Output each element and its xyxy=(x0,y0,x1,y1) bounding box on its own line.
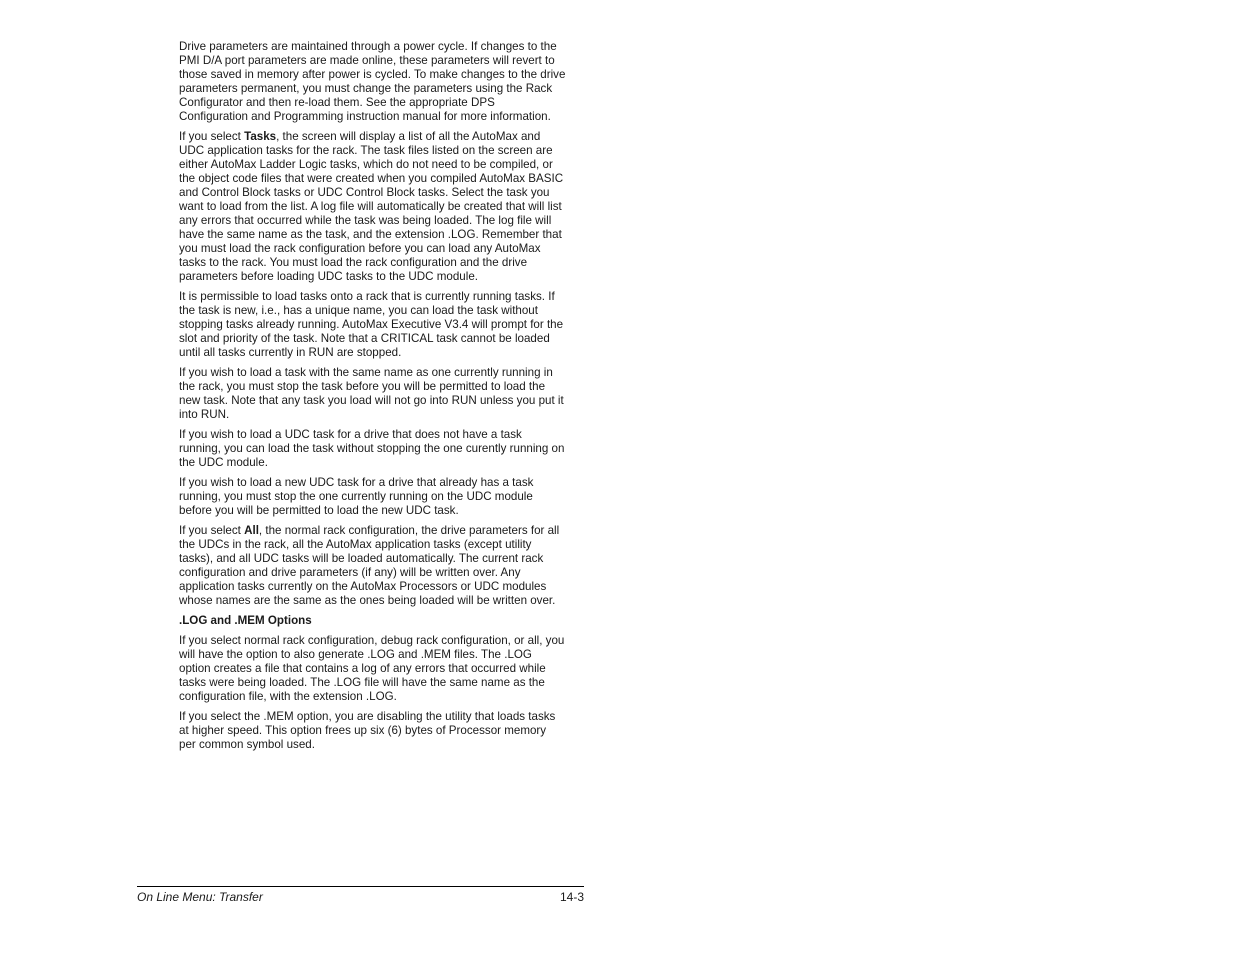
footer-section-title: On Line Menu: Transfer xyxy=(137,890,263,904)
paragraph-all-lead: If you select xyxy=(179,524,245,537)
paragraph-tasks xyxy=(179,130,566,284)
paragraph-mem-option: If you select the .MEM option, you are disabling the utility that loads tasks at higher speed. This option frees up six (6) bytes of Processor memory per common symbol used. xyxy=(179,710,556,751)
all-keyword: All xyxy=(244,524,259,537)
paragraph-udc-no-task: If you wish to load a UDC task for a drive that does not have a task running, you can load the task without stopping the one curently running on the UDC module. xyxy=(179,428,565,469)
paragraph-load-running-rack: It is permissible to load tasks onto a rack that is currently running tasks. If the task is new, i.e., has a unique name, you can load the task without stopping tasks already running. AutoMax Executive V3.4 will prompt for the slot and priority of the task. Note that a CRITICAL task cannot be loaded until all tasks currently in RUN are stopped. xyxy=(179,290,564,359)
footer-divider xyxy=(137,886,584,887)
footer-page-number: 14-3 xyxy=(559,890,584,904)
paragraph-udc-new-task: If you wish to load a new UDC task for a drive that already has a task running, you must stop the one currently running on the UDC module before you will be permitted to load the new UDC task. xyxy=(179,476,534,517)
paragraph-tasks-lead: If you select xyxy=(179,130,245,143)
body-text xyxy=(179,40,566,758)
tasks-keyword: Tasks xyxy=(244,130,277,143)
paragraph-log-option: If you select normal rack configuration, debug rack configuration, or all, you will have the option to also generate .LOG and .MEM files. The .LOG option creates a file that contains a log of any errors that occurred while tasks were being loaded. The .LOG file will have the same name as the configuration file, with the extension .LOG. xyxy=(179,634,565,703)
paragraph-all-body: , the normal rack configuration, the drive parameters for all the UDCs in the rack, all the AutoMax application tasks (except utility tasks), and all UDC tasks will be loaded automatically. The current rack configuration and drive parameters (if any) will be written over. Any application tasks currently on the AutoMax Processors or UDC modules whose names are the same as the ones being loaded will be written over. xyxy=(179,524,560,607)
subheading-log-mem-options: .LOG and .MEM Options xyxy=(179,614,312,627)
paragraph-all xyxy=(179,524,566,608)
paragraph-same-name-task: If you wish to load a task with the same name as one currently running in the rack, you must stop the task before you will be permitted to load the new task. Note that any task you load will not go into RUN unless you put it into RUN. xyxy=(179,366,564,421)
paragraph-tasks-body: , the screen will display a list of all the AutoMax and UDC application tasks for the rack. The task files listed on the screen are either AutoMax Ladder Logic tasks, which do not need to be compiled, or the object code files that were created when you compiled AutoMax BASIC and Control Block tasks or UDC Control Block tasks. Select the task you want to load from the list. A log file will automatically be created that will list any errors that occurred while the task was being loaded. The log file will have the same name as the task, and the extension .LOG. Remember that you must load the rack configuration before you can load any AutoMax tasks to the rack. You must load the rack configuration and the drive parameters before loading UDC tasks to the UDC module. xyxy=(179,130,564,283)
paragraph-drive-parameters: Drive parameters are maintained through a power cycle. If changes to the PMI D/A port parameters are made online, these parameters will revert to those saved in memory after power is cycled. To make changes to the drive parameters permanent, you must change the parameters using the Rack Configurator and then re-load them. See the appropriate DPS Configuration and Programming instruction manual for more information. xyxy=(179,40,566,123)
